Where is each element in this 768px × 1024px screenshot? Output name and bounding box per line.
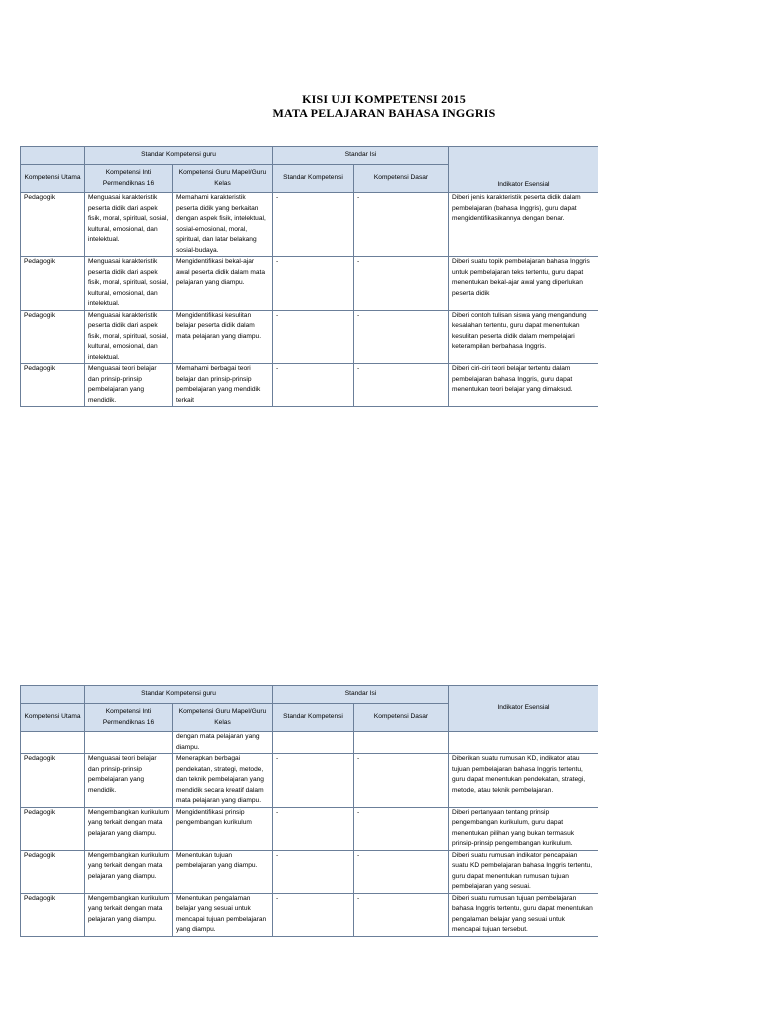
cell-kompetensi-dasar: - [354,364,449,407]
cell-standar-kompetensi: - [273,364,354,407]
cell-kompetensi-guru: Memahami karakteristik peserta didik yang berkaitan dengan aspek fisik, intelektual, sosial-emosional, moral, spiritual, dan latar belakang sosial-budaya. [173,193,273,257]
table-row [21,193,599,257]
header-kompetensi-utama: Kompetensi Utama [21,165,85,193]
header-cell [21,686,85,704]
header-cell [21,147,85,165]
cell-kompetensi-dasar: - [354,754,449,808]
cell-indikator: Diberi suatu rumusan indikator pencapaian suatu KD pembelajaran bahasa Inggris tertentu, guru dapat menentukan rumusan tujuan pembelajaran yang sesuai. [449,850,599,893]
kisi-table-page-2 [20,685,598,937]
header-indikator-esensial: Indikator Esensial [449,147,599,193]
table-row [21,807,599,850]
cell-kompetensi-inti: Mengembangkan kurikulum yang terkait dengan mata pelajaran yang diampu. [85,893,173,936]
cell-kompetensi-utama: Pedagogik [21,893,85,936]
cell-standar-kompetensi: - [273,310,354,364]
cell-kompetensi-utama: Pedagogik [21,850,85,893]
cell-indikator: Diberi suatu rumusan tujuan pembelajaran bahasa Inggris tertentu, guru dapat menentukan pengalaman belajar yang sesuai untuk mencapai tujuan tersebut. [449,893,599,936]
cell-kompetensi-guru: Menentukan tujuan pembelajaran yang diampu. [173,850,273,893]
header-kompetensi-dasar: Kompetensi Dasar [354,165,449,193]
cell-kompetensi-guru: Menentukan pengalaman belajar yang sesuai untuk mencapai tujuan pembelajaran yang diampu. [173,893,273,936]
cell-kompetensi-dasar: - [354,893,449,936]
table-row [21,310,599,364]
cell-kompetensi-dasar: - [354,310,449,364]
table-row [21,257,599,311]
cell-indikator [449,732,599,754]
table-row-continuation [21,732,599,754]
header-standar-kompetensi: Standar Kompetensi [273,165,354,193]
cell-kompetensi-inti: Mengembangkan kurikulum yang terkait dengan mata pelajaran yang diampu. [85,807,173,850]
cell-standar-kompetensi: - [273,754,354,808]
cell-kompetensi-dasar: - [354,257,449,311]
header-kompetensi-utama: Kompetensi Utama [21,704,85,732]
header-standar-kompetensi: Standar Kompetensi [273,704,354,732]
cell-kompetensi-inti: Menguasai teori belajar dan prinsip-prinsip pembelajaran yang mendidik. [85,754,173,808]
cell-kompetensi-utama [21,732,85,754]
cell-indikator: Diberi ciri-ciri teori belajar tertentu dalam pembelajaran bahasa Inggris, guru dapat menentukan teori belajar yang dimaksud. [449,364,599,407]
cell-kompetensi-inti [85,732,173,754]
cell-kompetensi-guru: dengan mata pelajaran yang diampu. [173,732,273,754]
cell-standar-kompetensi: - [273,807,354,850]
cell-kompetensi-dasar: - [354,850,449,893]
header-kompetensi-dasar: Kompetensi Dasar [354,704,449,732]
cell-kompetensi-utama: Pedagogik [21,807,85,850]
cell-kompetensi-guru: Mengidentifikasi kesulitan belajar peserta didik dalam mata pelajaran yang diampu. [173,310,273,364]
cell-kompetensi-utama: Pedagogik [21,364,85,407]
kisi-table-page-1 [20,146,598,407]
header-standar-kompetensi-guru: Standar Kompetensi guru [85,686,273,704]
header-kompetensi-inti: Kompetensi Inti Permendiknas 16 [85,165,173,193]
table-row [21,754,599,808]
cell-indikator: Diberi pertanyaan tentang prinsip pengembangan kurikulum, guru dapat menentukan pilihan yang bukan termasuk prinsip-prinsip pengembangan kurikulum. [449,807,599,850]
table-fragment-page-2 [20,685,598,1024]
cell-kompetensi-inti: Menguasai teori belajar dan prinsip-prinsip pembelajaran yang mendidik. [85,364,173,407]
document-title: KISI UJI KOMPETENSI 2015 [302,92,466,106]
header-kompetensi-inti: Kompetensi Inti Permendiknas 16 [85,704,173,732]
header-kompetensi-guru-mapel: Kompetensi Guru Mapel/Guru Kelas [173,704,273,732]
cell-kompetensi-utama: Pedagogik [21,257,85,311]
cell-kompetensi-utama: Pedagogik [21,754,85,808]
header-standar-isi: Standar Isi [273,147,449,165]
table-row [21,364,599,407]
cell-standar-kompetensi: - [273,850,354,893]
cell-kompetensi-utama: Pedagogik [21,310,85,364]
cell-standar-kompetensi: - [273,257,354,311]
cell-kompetensi-utama: Pedagogik [21,193,85,257]
cell-kompetensi-inti: Mengembangkan kurikulum yang terkait dengan mata pelajaran yang diampu. [85,850,173,893]
cell-kompetensi-inti: Menguasai karakteristik peserta didik dari aspek fisik, moral, spiritual, sosial, kultural, emosional, dan intelektual. [85,310,173,364]
cell-standar-kompetensi: - [273,893,354,936]
cell-indikator: Diberi jenis karakteristik peserta didik dalam pembelajaran (bahasa Inggris), guru dapat mengidentifikasikannya dengan benar. [449,193,599,257]
cell-kompetensi-guru: Memahami berbagai teori belajar dan prinsip-prinsip pembelajaran yang mendidik terkait [173,364,273,407]
table-row [21,893,599,936]
cell-kompetensi-dasar [354,732,449,754]
document-subtitle: MATA PELAJARAN BAHASA INGGRIS [272,106,496,120]
cell-kompetensi-inti: Menguasai karakteristik peserta didik dari aspek fisik, moral, spiritual, sosial, kultural, emosional, dan intelektual. [85,193,173,257]
cell-indikator: Diberikan suatu rumusan KD, indikator atau tujuan pembelajaran bahasa Inggris tertentu, guru dapat menentukan pendekatan, strategi, metode, atau teknik pembelajaran. [449,754,599,808]
cell-kompetensi-guru: Mengidentifikasi prinsip pengembangan kurikulum [173,807,273,850]
cell-standar-kompetensi [273,732,354,754]
cell-kompetensi-inti: Menguasai karakteristik peserta didik dari aspek fisik, moral, spiritual, sosial, kultural, emosional, dan intelektual. [85,257,173,311]
header-standar-isi: Standar Isi [273,686,449,704]
cell-indikator: Diberi contoh tulisan siswa yang mengandung kesalahan tertentu, guru dapat menentukan kesulitan peserta didik dalam mempelajari keterampilan berbahasa Inggris. [449,310,599,364]
cell-kompetensi-dasar: - [354,807,449,850]
cell-kompetensi-guru: Mengidentifikasi bekal-ajar awal peserta didik dalam mata pelajaran yang diampu. [173,257,273,311]
header-indikator-esensial: Indikator Esensial [449,686,599,732]
cell-indikator: Diberi suatu topik pembelajaran bahasa Inggris untuk pembelajaran teks tertentu, guru dapat menentukan bekal-ajar awal yang diperlukan peserta didik [449,257,599,311]
header-kompetensi-guru-mapel: Kompetensi Guru Mapel/Guru Kelas [173,165,273,193]
cell-standar-kompetensi: - [273,193,354,257]
cell-kompetensi-dasar: - [354,193,449,257]
header-standar-kompetensi-guru: Standar Kompetensi guru [85,147,273,165]
cell-kompetensi-guru: Menerapkan berbagai pendekatan, strategi, metode, dan teknik pembelajaran yang mendidik secara kreatif dalam mata pelajaran yang diampu. [173,754,273,808]
table-row [21,850,599,893]
table-fragment-page-1 [20,146,598,492]
